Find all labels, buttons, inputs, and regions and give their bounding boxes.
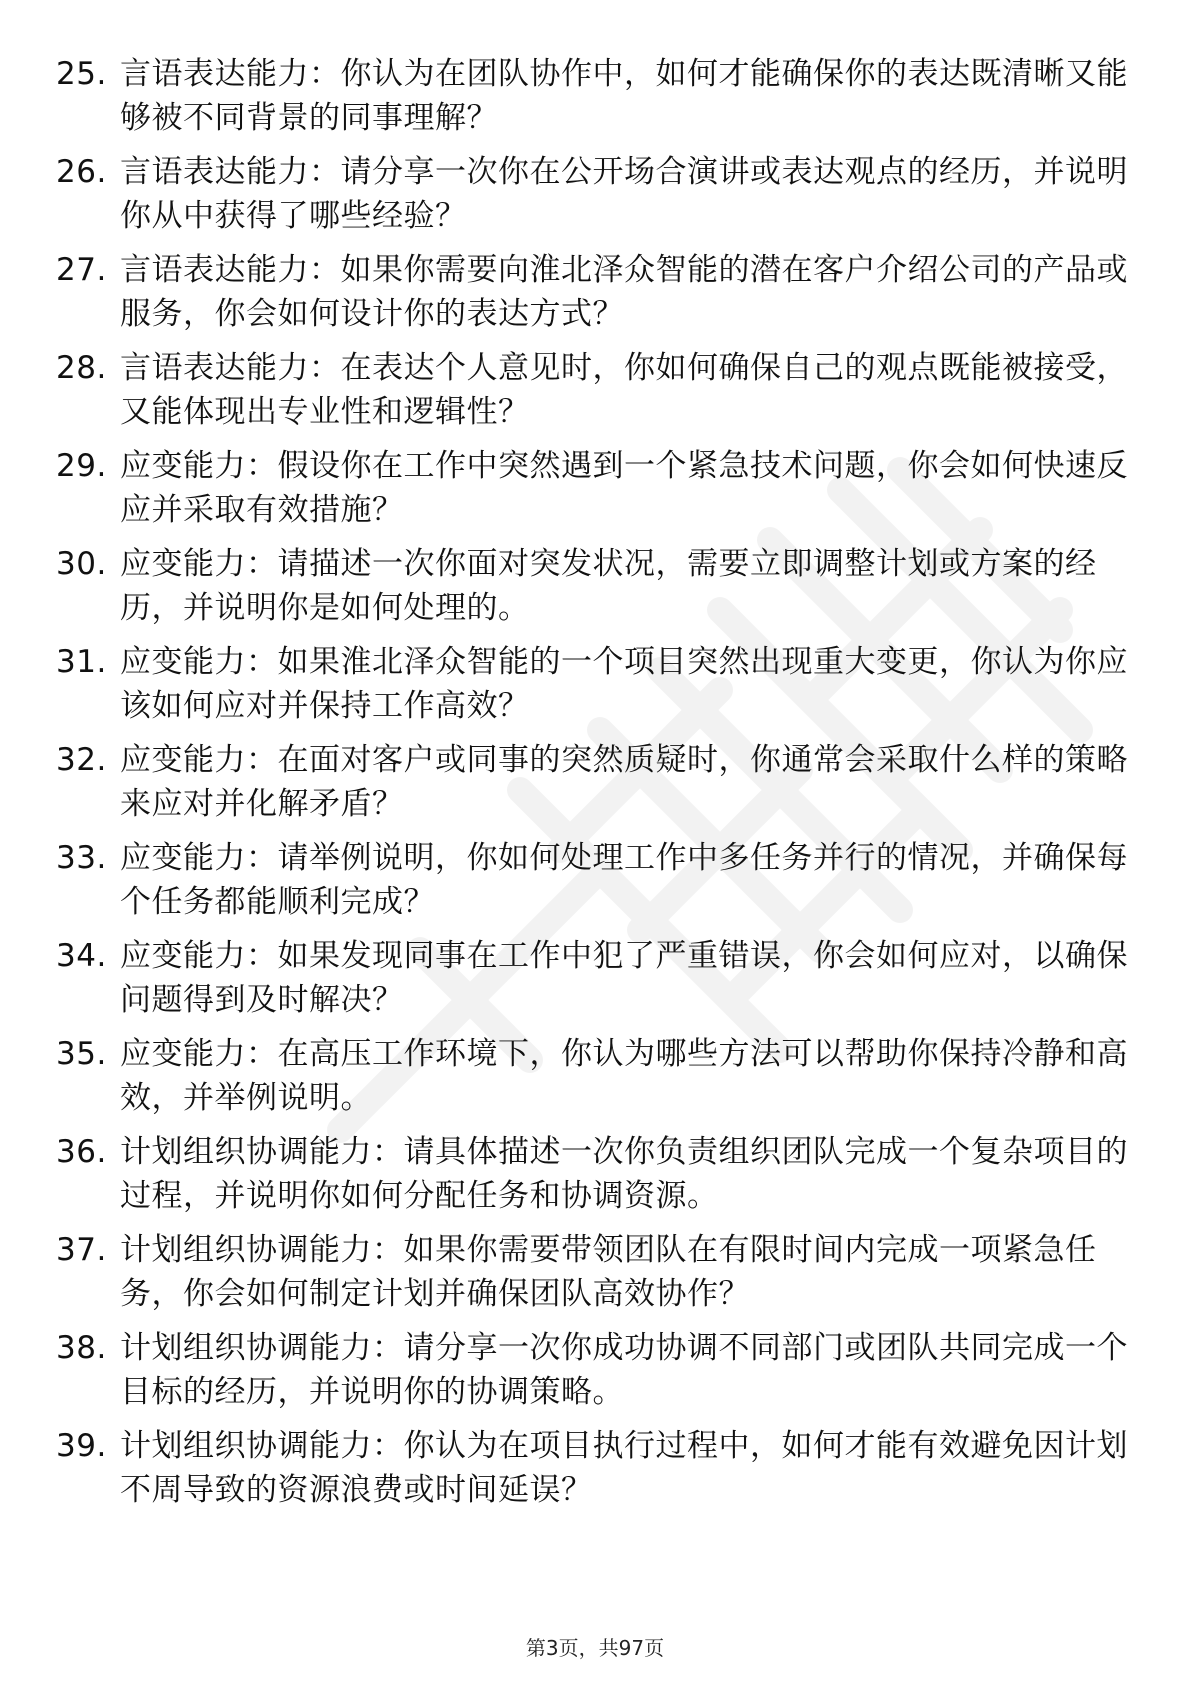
- list-item: [56, 640, 1136, 728]
- question-text: 应变能力：假设你在工作中突然遇到一个紧急技术问题，你会如何快速反应并采取有效措施？: [120, 448, 1128, 528]
- question-number: 35.: [56, 1036, 107, 1072]
- question-number: 32.: [56, 742, 107, 778]
- question-text: 计划组织协调能力：你认为在项目执行过程中，如何才能有效避免因计划不周导致的资源浪费或时间延误？: [120, 1428, 1128, 1508]
- question-number: 25.: [56, 56, 107, 92]
- question-number: 36.: [56, 1134, 107, 1170]
- question-text: 应变能力：如果淮北泽众智能的一个项目突然出现重大变更，你认为你应该如何应对并保持工作高效？: [120, 644, 1128, 724]
- page-number-label: 第3页，共97页: [525, 1636, 665, 1660]
- question-number: 29.: [56, 448, 107, 484]
- list-item: [56, 836, 1136, 924]
- question-text: 言语表达能力：你认为在团队协作中，如何才能确保你的表达既清晰又能够被不同背景的同事理解？: [120, 56, 1128, 136]
- list-item: [56, 1228, 1136, 1316]
- question-text: 计划组织协调能力：请分享一次你成功协调不同部门或团队共同完成一个目标的经历，并说明你的协调策略。: [120, 1330, 1128, 1410]
- question-number: 37.: [56, 1232, 107, 1268]
- question-number: 28.: [56, 350, 107, 386]
- question-text: 言语表达能力：如果你需要向淮北泽众智能的潜在客户介绍公司的产品或服务，你会如何设计你的表达方式？: [120, 252, 1128, 332]
- list-item: [56, 1326, 1136, 1414]
- question-number: 26.: [56, 154, 107, 190]
- question-number: 34.: [56, 938, 107, 974]
- question-text: 计划组织协调能力：请具体描述一次你负责组织团队完成一个复杂项目的过程，并说明你如何分配任务和协调资源。: [120, 1134, 1128, 1214]
- question-number: 31.: [56, 644, 107, 680]
- list-item: [56, 1424, 1136, 1512]
- question-text: 言语表达能力：在表达个人意见时，你如何确保自己的观点既能被接受，又能体现出专业性和逻辑性？: [120, 350, 1128, 430]
- list-item: [56, 1032, 1136, 1120]
- question-number: 39.: [56, 1428, 107, 1464]
- question-text: 应变能力：如果发现同事在工作中犯了严重错误，你会如何应对，以确保问题得到及时解决？: [120, 938, 1128, 1018]
- list-item: [56, 1130, 1136, 1218]
- list-item: [56, 52, 1136, 140]
- list-item: [56, 934, 1136, 1022]
- question-list: [56, 52, 1136, 1522]
- question-text: 应变能力：请举例说明，你如何处理工作中多任务并行的情况，并确保每个任务都能顺利完成？: [120, 840, 1128, 920]
- question-text: 应变能力：在高压工作环境下，你认为哪些方法可以帮助你保持冷静和高效，并举例说明。: [120, 1036, 1128, 1116]
- list-item: [56, 248, 1136, 336]
- list-item: [56, 150, 1136, 238]
- list-item: [56, 738, 1136, 826]
- question-text: 言语表达能力：请分享一次你在公开场合演讲或表达观点的经历，并说明你从中获得了哪些经验？: [120, 154, 1128, 234]
- question-number: 30.: [56, 546, 107, 582]
- question-number: 38.: [56, 1330, 107, 1366]
- question-text: 计划组织协调能力：如果你需要带领团队在有限时间内完成一项紧急任务，你会如何制定计划并确保团队高效协作？: [120, 1232, 1097, 1312]
- list-item: [56, 542, 1136, 630]
- list-item: [56, 444, 1136, 532]
- list-item: [56, 346, 1136, 434]
- question-text: 应变能力：在面对客户或同事的突然质疑时，你通常会采取什么样的策略来应对并化解矛盾？: [120, 742, 1128, 822]
- question-text: 应变能力：请描述一次你面对突发状况，需要立即调整计划或方案的经历，并说明你是如何处理的。: [120, 546, 1097, 626]
- page-footer: [0, 1632, 1190, 1661]
- question-number: 27.: [56, 252, 107, 288]
- question-number: 33.: [56, 840, 107, 876]
